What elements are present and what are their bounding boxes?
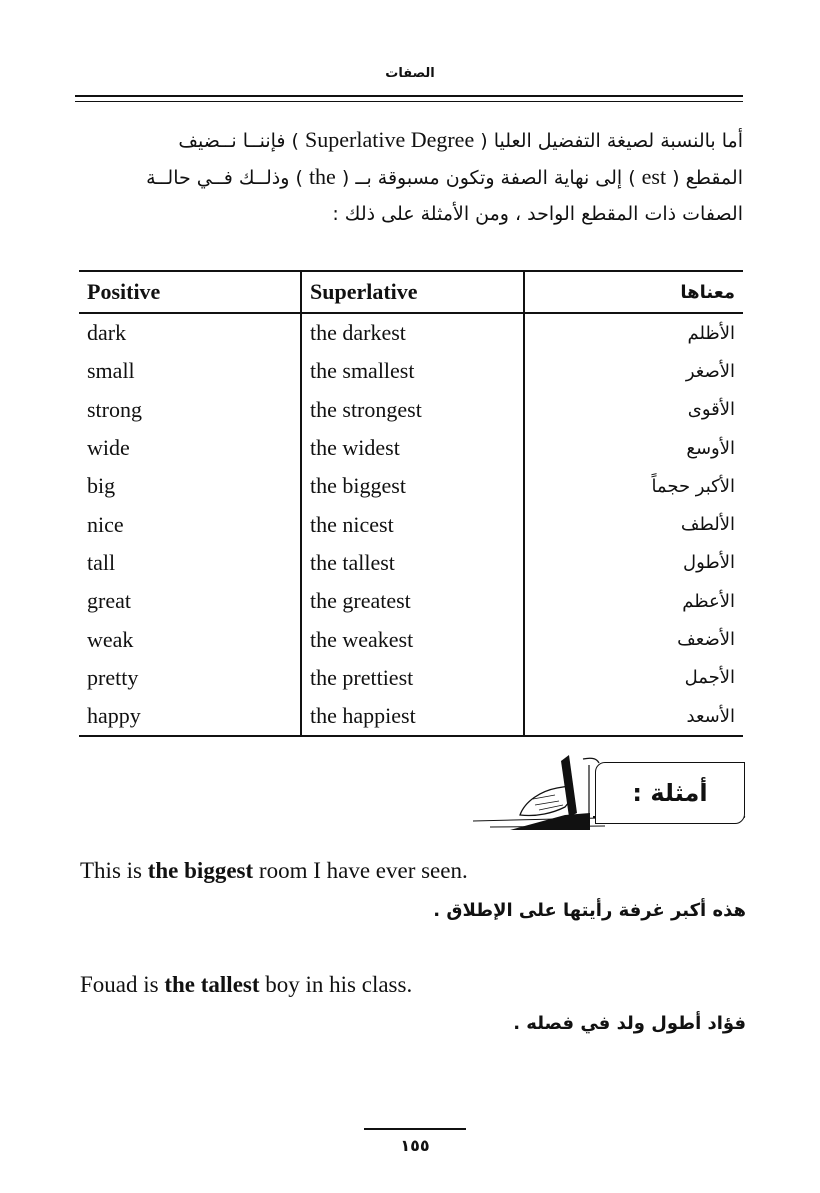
meaning-cell: الأصغر bbox=[685, 360, 735, 382]
example-arabic-1: هذه أكبر غرفة رأيتها على الإطلاق . bbox=[433, 900, 746, 921]
table-row bbox=[79, 582, 743, 620]
positive-cell: happy bbox=[79, 697, 301, 736]
meaning-cell: الأوسع bbox=[686, 437, 735, 459]
positive-cell: small bbox=[79, 352, 301, 390]
example-english-1 bbox=[80, 858, 468, 884]
meaning-cell: الأجمل bbox=[684, 667, 735, 689]
intro-text: ) إلى نهاية الصفة وتكون مسبوقة بــ ( bbox=[341, 167, 636, 189]
adjectives-table bbox=[79, 270, 743, 737]
table-row bbox=[79, 659, 743, 697]
page-number: ١٥٥ bbox=[400, 1136, 430, 1155]
intro-text: ) وذلــك فــي حالــة bbox=[146, 167, 303, 189]
meaning-cell: الأكبر حجماً bbox=[651, 475, 735, 497]
meaning-cell: الأظلم bbox=[687, 322, 735, 344]
table-row bbox=[79, 620, 743, 658]
superlative-cell: the prettiest bbox=[301, 659, 524, 697]
header-divider bbox=[75, 95, 743, 102]
superlative-cell: the strongest bbox=[301, 391, 524, 429]
table-row bbox=[79, 391, 743, 429]
meaning-cell: الأقوى bbox=[687, 399, 735, 421]
meaning-cell: الأطول bbox=[683, 552, 735, 574]
table-row bbox=[79, 352, 743, 390]
intro-paragraph bbox=[76, 122, 743, 232]
footer-divider bbox=[364, 1128, 466, 1130]
superlative-cell: the happiest bbox=[301, 697, 524, 736]
positive-cell: nice bbox=[79, 505, 301, 543]
table-row bbox=[79, 697, 743, 736]
table-row bbox=[79, 313, 743, 352]
table-row bbox=[79, 467, 743, 505]
table-row bbox=[79, 429, 743, 467]
superlative-cell: the tallest bbox=[301, 544, 524, 582]
examples-label: أمثلة : bbox=[595, 762, 745, 824]
example-text: room I have ever seen. bbox=[253, 858, 468, 883]
column-header-positive: Positive bbox=[79, 271, 301, 313]
intro-text: المقطع ( bbox=[672, 167, 743, 189]
column-header-superlative: Superlative bbox=[301, 271, 524, 313]
intro-line-1 bbox=[76, 122, 743, 159]
intro-line-3: الصفات ذات المقطع الواحد ، ومن الأمثلة على ذلك : bbox=[332, 203, 743, 225]
example-english-2 bbox=[80, 972, 412, 998]
superlative-cell: the greatest bbox=[301, 582, 524, 620]
intro-text: أما بالنسبة لصيغة التفضيل العليا ( bbox=[480, 130, 743, 152]
meaning-cell: الأسعد bbox=[524, 697, 743, 736]
superlative-cell: the weakest bbox=[301, 620, 524, 658]
example-arabic-2: فؤاد أطول ولد في فصله . bbox=[513, 1013, 746, 1034]
positive-cell: pretty bbox=[79, 659, 301, 697]
superlative-cell: the widest bbox=[301, 429, 524, 467]
intro-english-term: Superlative Degree bbox=[305, 127, 475, 152]
positive-cell: dark bbox=[79, 313, 301, 352]
table-header-row bbox=[79, 271, 743, 313]
example-text: Fouad is bbox=[80, 972, 165, 997]
example-text: boy in his class. bbox=[259, 972, 413, 997]
column-header-meaning: معناها bbox=[524, 271, 743, 313]
meaning-cell: الأعظم bbox=[682, 590, 735, 612]
positive-cell: big bbox=[79, 467, 301, 505]
superlative-cell: the biggest bbox=[301, 467, 524, 505]
superlative-cell: the darkest bbox=[301, 313, 524, 352]
example-highlight: the tallest bbox=[164, 972, 260, 997]
example-highlight: the biggest bbox=[147, 858, 254, 883]
positive-cell: strong bbox=[79, 391, 301, 429]
intro-english-term: the bbox=[308, 164, 336, 189]
superlative-cell: the smallest bbox=[301, 352, 524, 390]
positive-cell: weak bbox=[79, 620, 301, 658]
table-row bbox=[79, 505, 743, 543]
page-header-title: الصفات bbox=[385, 66, 435, 81]
intro-text: ) فإننــا نــضيف bbox=[178, 130, 299, 152]
table-row bbox=[79, 544, 743, 582]
positive-cell: tall bbox=[79, 544, 301, 582]
intro-line-2 bbox=[76, 159, 743, 196]
meaning-cell: الألطف bbox=[680, 514, 735, 536]
superlative-cell: the nicest bbox=[301, 505, 524, 543]
positive-cell: wide bbox=[79, 429, 301, 467]
meaning-cell: الأضعف bbox=[677, 629, 735, 651]
positive-cell: great bbox=[79, 582, 301, 620]
example-text: This is bbox=[80, 858, 148, 883]
intro-english-term: est bbox=[641, 164, 667, 189]
